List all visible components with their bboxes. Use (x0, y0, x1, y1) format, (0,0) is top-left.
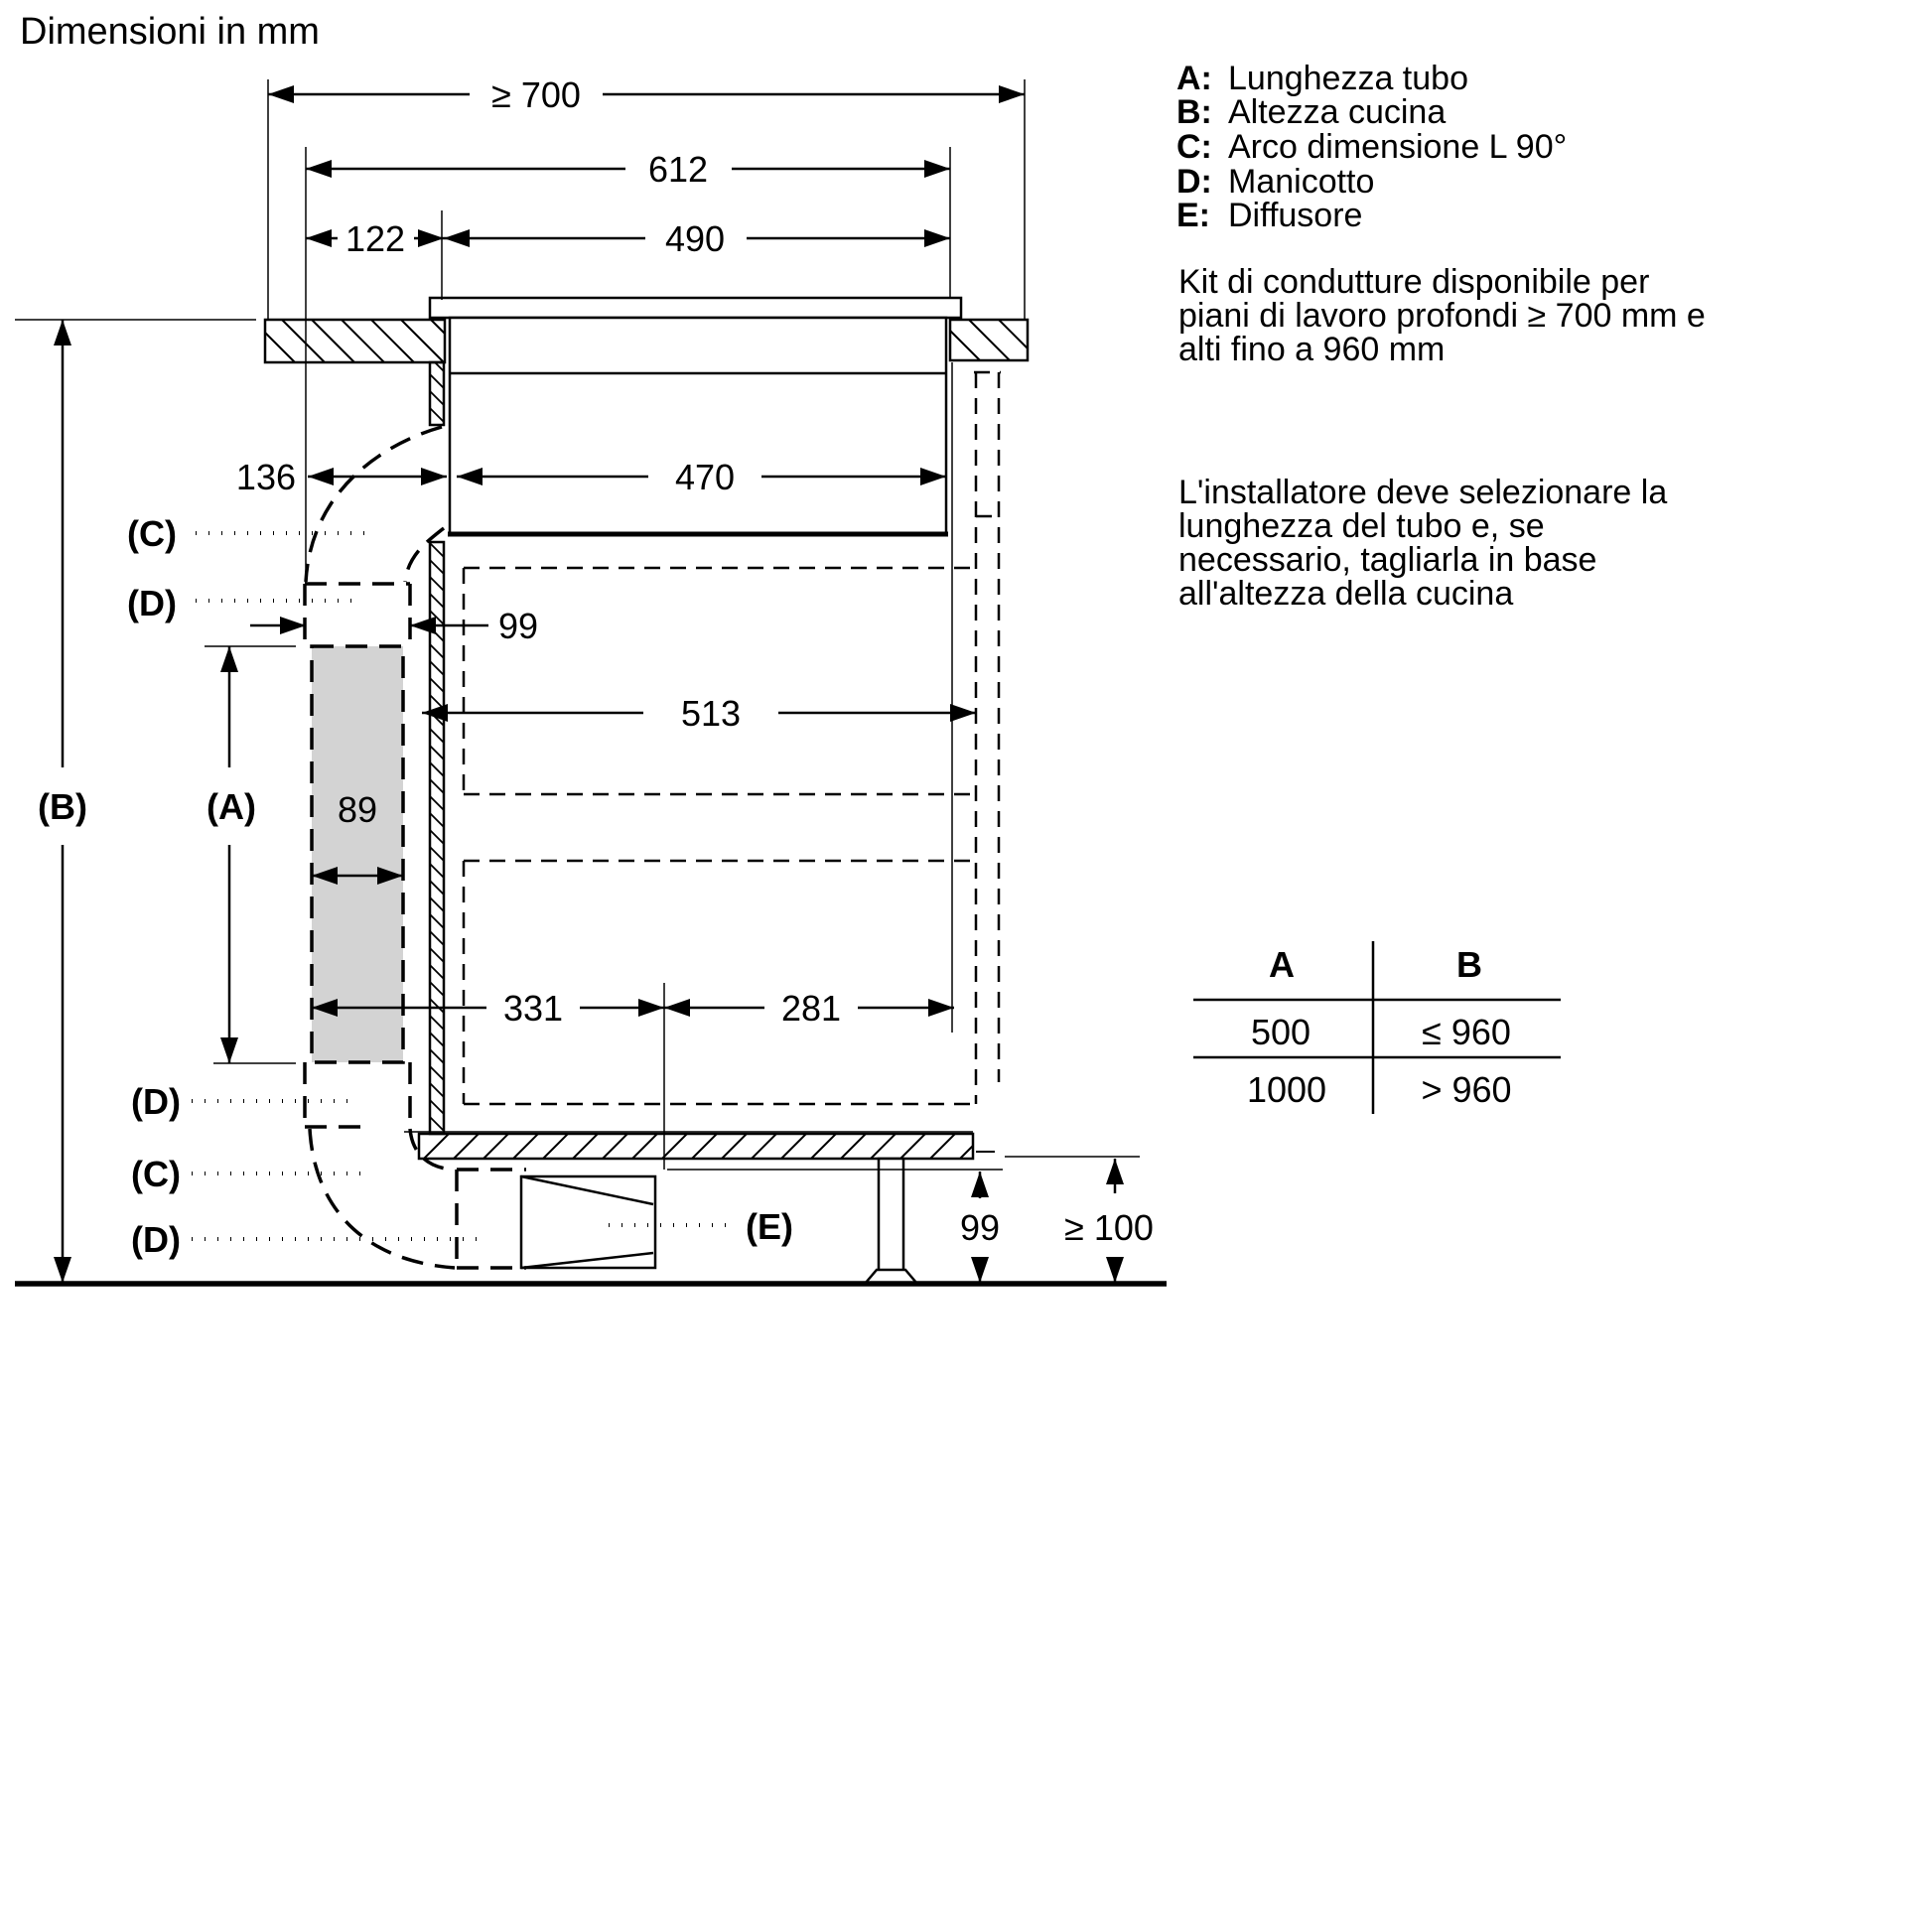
page-title: Dimensioni in mm (20, 11, 320, 53)
legend-key-b: B: (1176, 93, 1212, 131)
arrow-612-left (306, 160, 332, 178)
bend-upper-inner (405, 528, 444, 582)
dim-136-label: 136 (235, 457, 296, 497)
label-E: (E) (746, 1206, 793, 1247)
dim-99-bottom-label: 99 (959, 1207, 1001, 1248)
dim-122-label: 122 (345, 218, 406, 259)
note-kit-line2: piani di lavoro profondi ≥ 700 mm e (1178, 297, 1706, 335)
arrow-99t-left (280, 617, 306, 634)
dim-700-label: ≥ 700 (491, 74, 581, 115)
worktop-left-hatch (265, 320, 445, 362)
arrow-490-left (444, 229, 470, 247)
table-header-a: A (1269, 944, 1295, 985)
label-D-middle: (D) (131, 1081, 181, 1122)
arrow-490-right (924, 229, 950, 247)
arrow-331-right (638, 999, 664, 1017)
worktop-left-block (265, 320, 445, 362)
dim-612-label: 612 (647, 149, 709, 190)
tube-length-table (1193, 941, 1561, 1114)
arrow-99b-down (971, 1257, 989, 1283)
arrow-A-down (220, 1037, 238, 1063)
arrow-281-left (664, 999, 690, 1017)
hob-plate (430, 298, 961, 318)
cabinet-bottom-hatch (424, 1134, 973, 1159)
legend-label-a: Lunghezza tubo (1228, 60, 1468, 97)
table-row2-a: 1000 (1246, 1069, 1327, 1110)
dim-490-label: 490 (664, 218, 726, 259)
label-D-upper: (D) (127, 583, 177, 623)
legend-key-a: A: (1176, 60, 1212, 97)
note-kit-line3: alti fino a 960 mm (1178, 331, 1446, 368)
arrow-A-up (220, 646, 238, 672)
note-kit-line1: Kit di condutture disponibile per (1178, 263, 1650, 301)
note-installer-line4: all'altezza della cucina (1178, 575, 1514, 613)
note-installer-line2: lunghezza del tubo e, se (1178, 507, 1545, 545)
table-row2-b: > 960 (1421, 1069, 1512, 1110)
arrow-122-right (418, 229, 444, 247)
note-installer (1178, 474, 1667, 613)
legend-label-c: Arco dimensione L 90° (1228, 128, 1568, 166)
legend-label-b: Altezza cucina (1228, 93, 1447, 131)
dim-89-label: 89 (337, 789, 378, 830)
cabinet-foot-base (866, 1270, 916, 1283)
legend-key-c: C: (1176, 128, 1212, 166)
note-installer-line1: L'installatore deve selezionare la (1178, 474, 1668, 511)
table-header-b: B (1456, 944, 1482, 985)
arrow-99t-right (410, 617, 436, 634)
arrow-100-down (1106, 1257, 1124, 1283)
arrow-513-left (422, 704, 448, 722)
label-B: (B) (38, 786, 87, 827)
worktop-right-hatch (950, 320, 1028, 360)
hob-body (450, 318, 946, 534)
dim-281-label: 281 (780, 988, 842, 1029)
arrow-B-up (54, 320, 71, 345)
dim-clearance-label: ≥ 100 (1064, 1207, 1154, 1248)
bend-upper-outer (306, 427, 442, 582)
cabinet-foot-leg (879, 1159, 903, 1271)
arrow-612-right (924, 160, 950, 178)
dim-513-label: 513 (680, 693, 742, 734)
legend-key-e: E: (1176, 197, 1210, 234)
table-row1-b: ≤ 960 (1422, 1012, 1511, 1052)
arrow-122-left (306, 229, 332, 247)
label-C-lower: (C) (131, 1154, 181, 1194)
note-installer-line3: necessario, tagliarla in base (1178, 541, 1597, 579)
legend-label-e: Diffusore (1228, 197, 1363, 234)
arrow-281-right (928, 999, 954, 1017)
table-row1-a: 500 (1250, 1012, 1311, 1052)
flexible-tube (312, 646, 403, 1062)
note-kit (1178, 263, 1706, 368)
legend (1176, 60, 1567, 234)
label-C-upper: (C) (127, 513, 177, 554)
arrow-136-right (421, 468, 447, 485)
duct-strip-upper-hatch (430, 362, 444, 422)
dim-99-top-label: 99 (498, 606, 539, 646)
legend-label-d: Manicotto (1228, 163, 1375, 201)
arrow-700-left (268, 85, 294, 103)
dim-331-label: 331 (502, 988, 564, 1029)
arrow-700-right (999, 85, 1025, 103)
label-A: (A) (207, 786, 256, 827)
label-D-lower: (D) (131, 1219, 181, 1260)
arrow-136-left (308, 468, 334, 485)
worktop-and-hob (15, 298, 1167, 1284)
arrow-B-down (54, 1257, 71, 1283)
dim-470-label: 470 (674, 457, 736, 497)
arrow-100-up (1106, 1159, 1124, 1184)
arrow-513-right (950, 704, 976, 722)
legend-key-d: D: (1176, 163, 1212, 201)
arrow-99b-up (971, 1172, 989, 1197)
